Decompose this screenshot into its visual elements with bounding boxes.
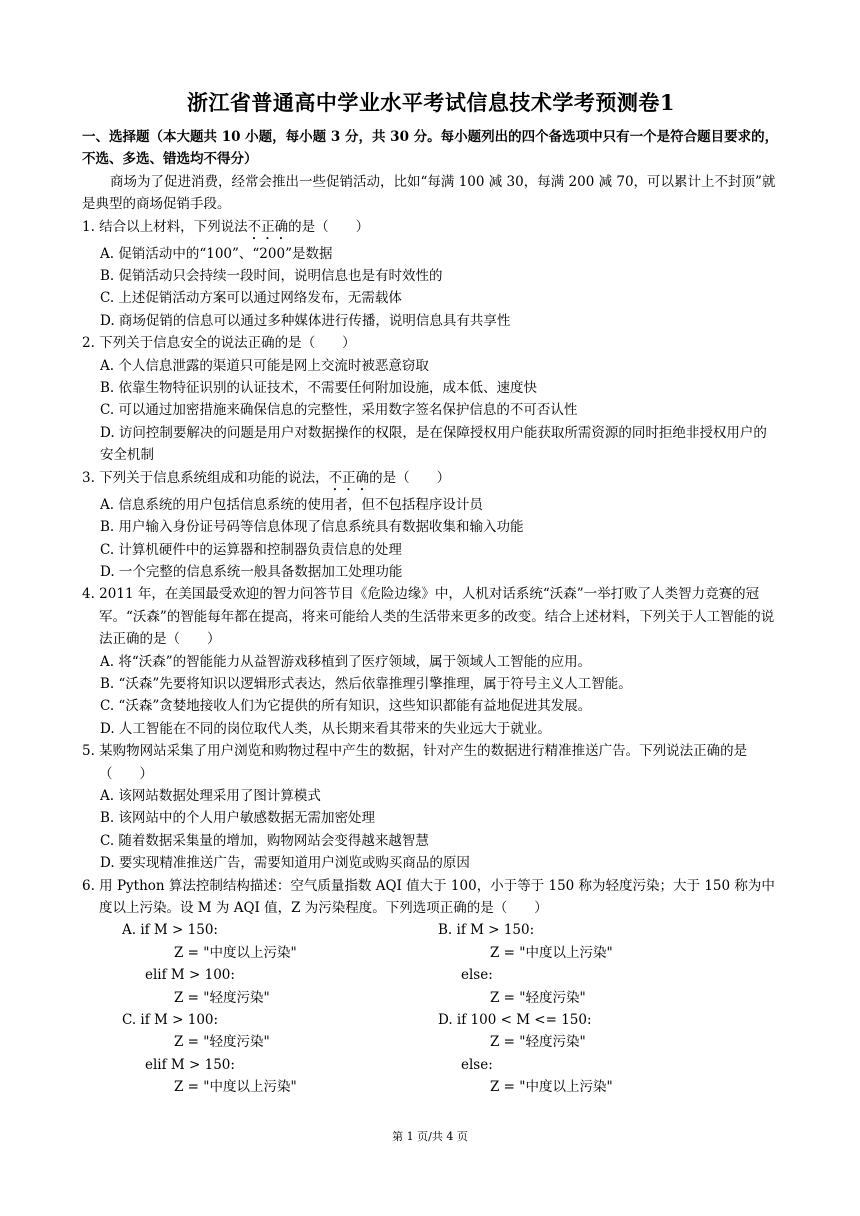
intro-paragraph: 商场为了促进消费，经常会推出一些促销活动，比如“每满 100 减 30，每满 200 减 70，可以累计上不封顶”就是典型的商场促销手段。 [82,173,776,213]
page-title: 浙江省普通高中学业水平考试信息技术学考预测卷1 [186,90,676,115]
question-3 [82,467,780,584]
option-b: B. “沃森”先要将知识以逻辑形式表达，然后依靠推理引擎推理，属于符号主义人工智能。 [100,675,632,692]
option-b-line-2: Z = "中度以上污染" [490,944,613,961]
option-b-line-4: Z = "轻度污染" [490,989,586,1006]
question-3-stem-text: 3. 下列关于信息系统组成和功能的说法， [82,469,329,486]
exam-page [82,88,780,1099]
question-2 [82,332,780,466]
option-d: D. 商场促销的信息可以通过多种媒体进行传播，说明信息具有共享性 [100,312,511,329]
option-c: C. 随着数据采集量的增加，购物网站会变得越来越智慧 [100,832,429,849]
question-3-stem [82,467,780,494]
emphasis-not-correct: 不正确 [247,218,289,235]
option-d: D. 人工智能在不同的岗位取代人类，从长期来看其带来的失业远大于就业。 [100,720,551,737]
question-1-stem-text: 1. 结合以上材料，下列说法 [82,218,248,235]
question-5 [82,740,780,874]
option-b-line-3: else: [461,967,493,984]
option-a: A. 该网站数据处理采用了图计算模式 [100,787,321,804]
option-c: C. 上述促销活动方案可以通过网络发布，无需载体 [100,290,402,307]
option-d: D. 访问控制要解决的问题是用户对数据操作的权限，是在保障授权用户能获取所需资源的同时拒绝非授权用户的安全机制 [100,424,767,464]
question-4-stem: 4. 2011 年，在美国最受欢迎的智力问答节目《危险边缘》中，人机对话系统“沃森”一举打败了人类智力竞赛的冠军。“沃森”的智能每年都在提高，将来可能给人类的生活带来更多的改变。结合上述材料，下列关于人工智能的说法正确的是（ ） [82,586,775,648]
question-5-stem: 5. 某购物网站采集了用户浏览和购物过程中产生的数据，针对产生的数据进行精准推送广告。下列说法正确的是（ ） [82,743,748,782]
option-a: A. 促销活动中的“100”、“200”是数据 [100,245,333,262]
question-3-stem-suffix: 的是（ ） [369,469,451,486]
question-6 [82,875,780,1099]
question-6-stem: 6. 用 Python 算法控制结构描述：空气质量指数 AQI 值大于 100，小于等于 150 称为轻度污染；大于 150 称为中度以上污染。设 M 为 AQI 值，Z 为污染程度。下列选项正确的是（ ） [82,877,775,916]
option-c: C. 计算机硬件中的运算器和控制器负责信息的处理 [100,541,402,558]
question-1-stem [82,216,780,243]
option-c: C. 可以通过加密措施来确保信息的完整性，采用数字签名保护信息的不可否认性 [100,402,578,419]
option-a: A. 将“沃森”的智能能力从益智游戏移植到了医疗领域，属于领域人工智能的应用。 [100,653,592,670]
option-d-line-1: D. if 100 < M <= 150: [438,1012,592,1029]
option-b-line-1: B. if M > 150: [438,922,535,939]
option-a-line-1: A. if M > 150: [122,922,218,939]
code-options-grid [122,919,780,1098]
option-a: A. 个人信息泄露的渠道只可能是网上交流时被恶意窃取 [100,357,429,374]
question-1 [82,216,780,333]
option-d-line-2: Z = "轻度污染" [490,1034,586,1051]
option-c-line-3: elif M > 150: [145,1056,235,1073]
option-d-line-4: Z = "中度以上污染" [490,1079,613,1096]
option-c-line-4: Z = "中度以上污染" [174,1079,297,1096]
option-c-line-2: Z = "轻度污染" [174,1034,270,1051]
option-b: B. 该网站中的个人用户敏感数据无需加密处理 [100,810,376,827]
option-a-line-3: elif M > 100: [145,967,235,984]
option-c-line-1: C. if M > 100: [122,1012,219,1029]
option-d: D. 要实现精准推送广告，需要知道用户浏览或购买商品的原因 [100,855,470,872]
question-2-stem: 2. 下列关于信息安全的说法正确的是（ ） [82,335,356,352]
emphasis-not-correct: 不正确 [328,469,370,486]
option-d-line-3: else: [461,1056,493,1073]
page-footer: 第 1 页/共 4 页 [392,1130,468,1143]
option-a-line-4: Z = "轻度污染" [174,989,270,1006]
option-a-line-2: Z = "中度以上污染" [174,944,297,961]
option-b: B. 用户输入身份证号码等信息体现了信息系统具有数据收集和输入功能 [100,519,524,536]
option-a: A. 信息系统的用户包括信息系统的使用者，但不包括程序设计员 [100,496,483,513]
section-header: 一、选择题（本大题共 10 小题，每小题 3 分，共 30 分。每小题列出的四个备选项中只有一个是符合题目要求的，不选、多选、错选均不得分） [82,129,779,168]
question-1-stem-suffix: 的是（ ） [288,218,370,235]
option-b: B. 促销活动只会持续一段时间，说明信息也是有时效性的 [100,268,443,285]
option-d: D. 一个完整的信息系统一般具备数据加工处理功能 [100,563,403,580]
option-c: C. “沃森”贪婪地接收人们为它提供的所有知识，这些知识都能有益地促进其发展。 [100,698,592,715]
question-4 [82,583,780,740]
option-b: B. 依靠生物特征识别的认证技术，不需要任何附加设施，成本低、速度快 [100,380,538,397]
